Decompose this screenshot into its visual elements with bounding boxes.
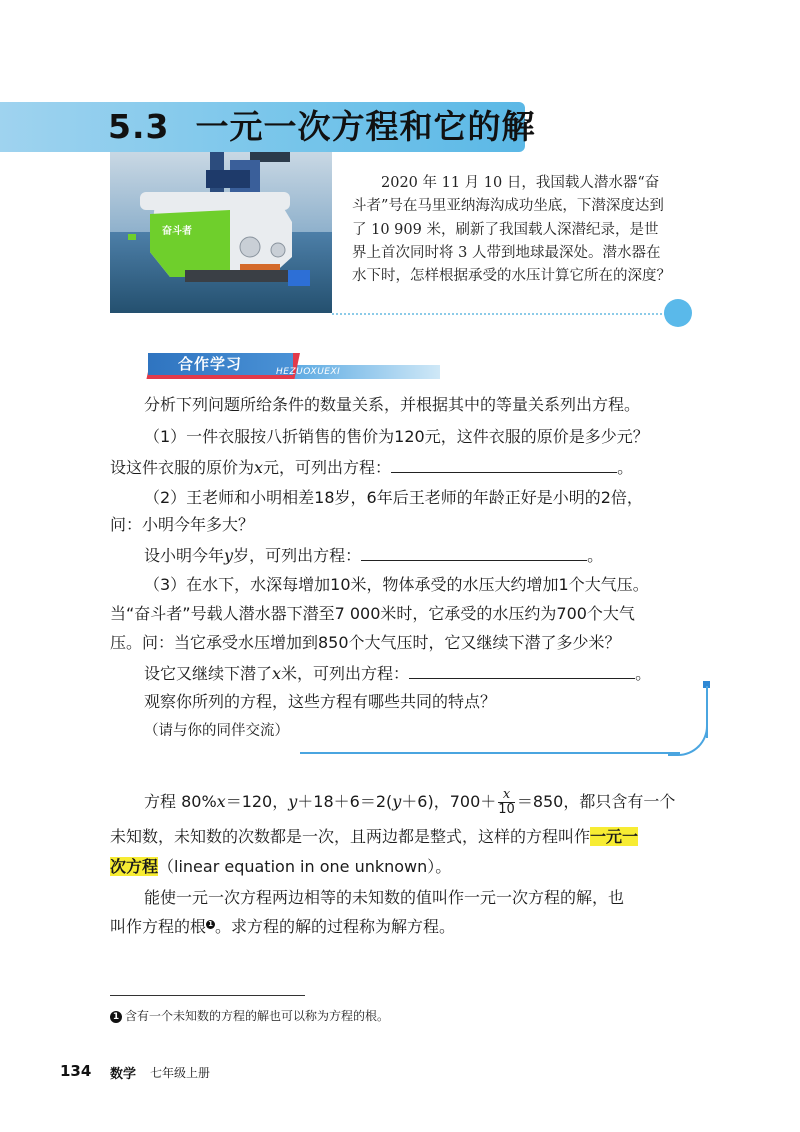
grade-label: 七年级上册 bbox=[150, 1066, 211, 1080]
intro-paragraph: 2020 年 11 月 10 日，我国载人潜水器“奋斗者”号在马里亚纳海沟成功坐底，下潜深度达到了 10 909 米，刷新了我国载人深潜纪录，是世界上首次同时将 3 人带到地球最深处。潜水器在水下时，怎样根据承受的水压计算它所在的深度？ bbox=[352, 175, 671, 285]
cooperative-learning-pinyin: HEZUOXUEXI bbox=[276, 367, 341, 377]
question-2-line-2: 问：小明今年多大？ bbox=[110, 515, 255, 534]
definition-line-2 bbox=[110, 826, 638, 848]
question-2-line-1: （2）王老师和小明相差18岁，6年后王老师的年龄正好是小明的2倍， bbox=[144, 488, 643, 507]
eq-part-a: 方程 80% bbox=[144, 792, 217, 811]
q3-variable: x bbox=[272, 664, 282, 683]
eq-var-y: y bbox=[288, 792, 298, 811]
term-highlight-part-2: 次方程 bbox=[110, 857, 159, 876]
question-1: （1）一件衣服按八折销售的售价为120元，这件衣服的原价是多少元？ bbox=[144, 427, 649, 446]
footnote bbox=[110, 1007, 389, 1024]
definition-line-3 bbox=[110, 856, 451, 878]
q1-setup-b: 元，可列出方程： bbox=[263, 458, 392, 477]
footnote-text: 含有一个未知数的方程的解也可以称为方程的根。 bbox=[125, 1009, 390, 1023]
q2-setup-b: 岁，可列出方程： bbox=[233, 546, 362, 565]
cooperative-learning-tag bbox=[148, 353, 438, 379]
eq-var-x: x bbox=[216, 792, 226, 811]
q2-answer-blank[interactable] bbox=[361, 544, 587, 561]
footnote-reference[interactable]: 1 bbox=[206, 920, 215, 929]
q2-setup-a: 设小明今年 bbox=[144, 546, 225, 565]
fraction-numerator: x bbox=[498, 788, 515, 803]
question-3-line-2: 当“奋斗者”号载人潜水器下潜至7 000米时，它承受的水压约为700个大气 bbox=[110, 604, 635, 623]
fraction-denominator: 10 bbox=[498, 802, 515, 817]
bracket-curve bbox=[668, 720, 708, 756]
section-title bbox=[108, 104, 535, 150]
question-3-line-1: （3）在水下，水深每增加10米，物体承受的水压大约增加1个大气压。 bbox=[144, 575, 649, 594]
solution-definition-line-1: 能使一元一次方程两边相等的未知数的值叫作一元一次方程的解，也 bbox=[144, 888, 625, 907]
definition-line-2-text: 未知数，未知数的次数都是一次，且两边都是整式，这样的方程叫作 bbox=[110, 827, 591, 846]
english-term: （linear equation in one unknown）。 bbox=[158, 857, 452, 876]
term-highlight-part-1: 一元一 bbox=[590, 827, 639, 846]
q1-end: 。 bbox=[617, 458, 634, 477]
q1-answer-blank[interactable] bbox=[391, 456, 617, 473]
definition-equations bbox=[144, 784, 675, 820]
cooperative-learning-title: 合作学习 bbox=[178, 355, 243, 373]
question-2-setup bbox=[144, 544, 603, 567]
footnote-divider bbox=[110, 995, 305, 996]
submersible-photo bbox=[110, 152, 332, 313]
photo-label: 奋斗者 bbox=[162, 226, 192, 237]
task-lead: 分析下列问题所给条件的数量关系，并根据其中的等量关系列出方程。 bbox=[144, 395, 641, 414]
q1-setup-a: 设这件衣服的原价为 bbox=[110, 458, 255, 477]
section-number: 5.3 bbox=[108, 107, 170, 146]
page-number: 134 bbox=[60, 1062, 92, 1080]
fraction-x-over-10 bbox=[498, 788, 515, 817]
eq-part-e: ＝850，都只含有一个 bbox=[516, 792, 676, 811]
eq-part-b: ＝120， bbox=[225, 792, 289, 811]
eq-part-c: ＋18＋6＝2( bbox=[297, 792, 393, 811]
footnote-marker: 1 bbox=[110, 1011, 122, 1023]
q2-variable: y bbox=[224, 546, 234, 565]
discuss-note: （请与你的同伴交流） bbox=[144, 723, 289, 739]
question-3-line-3: 压。问：当它承受水压增加到850个大气压时，它又继续下潜了多少米？ bbox=[110, 633, 621, 652]
eq-part-d: ＋6)，700＋ bbox=[401, 792, 497, 811]
bracket-horizontal bbox=[300, 752, 680, 754]
question-3-setup bbox=[144, 662, 651, 685]
section-title-text: 一元一次方程和它的解 bbox=[195, 107, 536, 146]
dotted-divider bbox=[332, 313, 670, 315]
observe-prompt: 观察你所列的方程，这些方程有哪些共同的特点？ bbox=[144, 692, 497, 711]
q1-variable: x bbox=[254, 458, 264, 477]
q3-setup-b: 米，可列出方程： bbox=[281, 664, 410, 683]
decorative-circle bbox=[664, 299, 692, 327]
q3-answer-blank[interactable] bbox=[409, 662, 635, 679]
eq-var-y2: y bbox=[392, 792, 402, 811]
q3-setup-a: 设它又继续下潜了 bbox=[144, 664, 273, 683]
q2-end: 。 bbox=[587, 546, 604, 565]
submersible-illustration bbox=[110, 152, 332, 313]
solution-definition-line-2 bbox=[110, 916, 455, 938]
question-1-setup bbox=[110, 456, 633, 479]
q3-end: 。 bbox=[635, 664, 652, 683]
solution-text-a: 叫作方程的根 bbox=[110, 917, 207, 936]
solution-text-b: 。求方程的解的过程称为解方程。 bbox=[215, 917, 456, 936]
subject-label: 数学 bbox=[110, 1067, 137, 1082]
